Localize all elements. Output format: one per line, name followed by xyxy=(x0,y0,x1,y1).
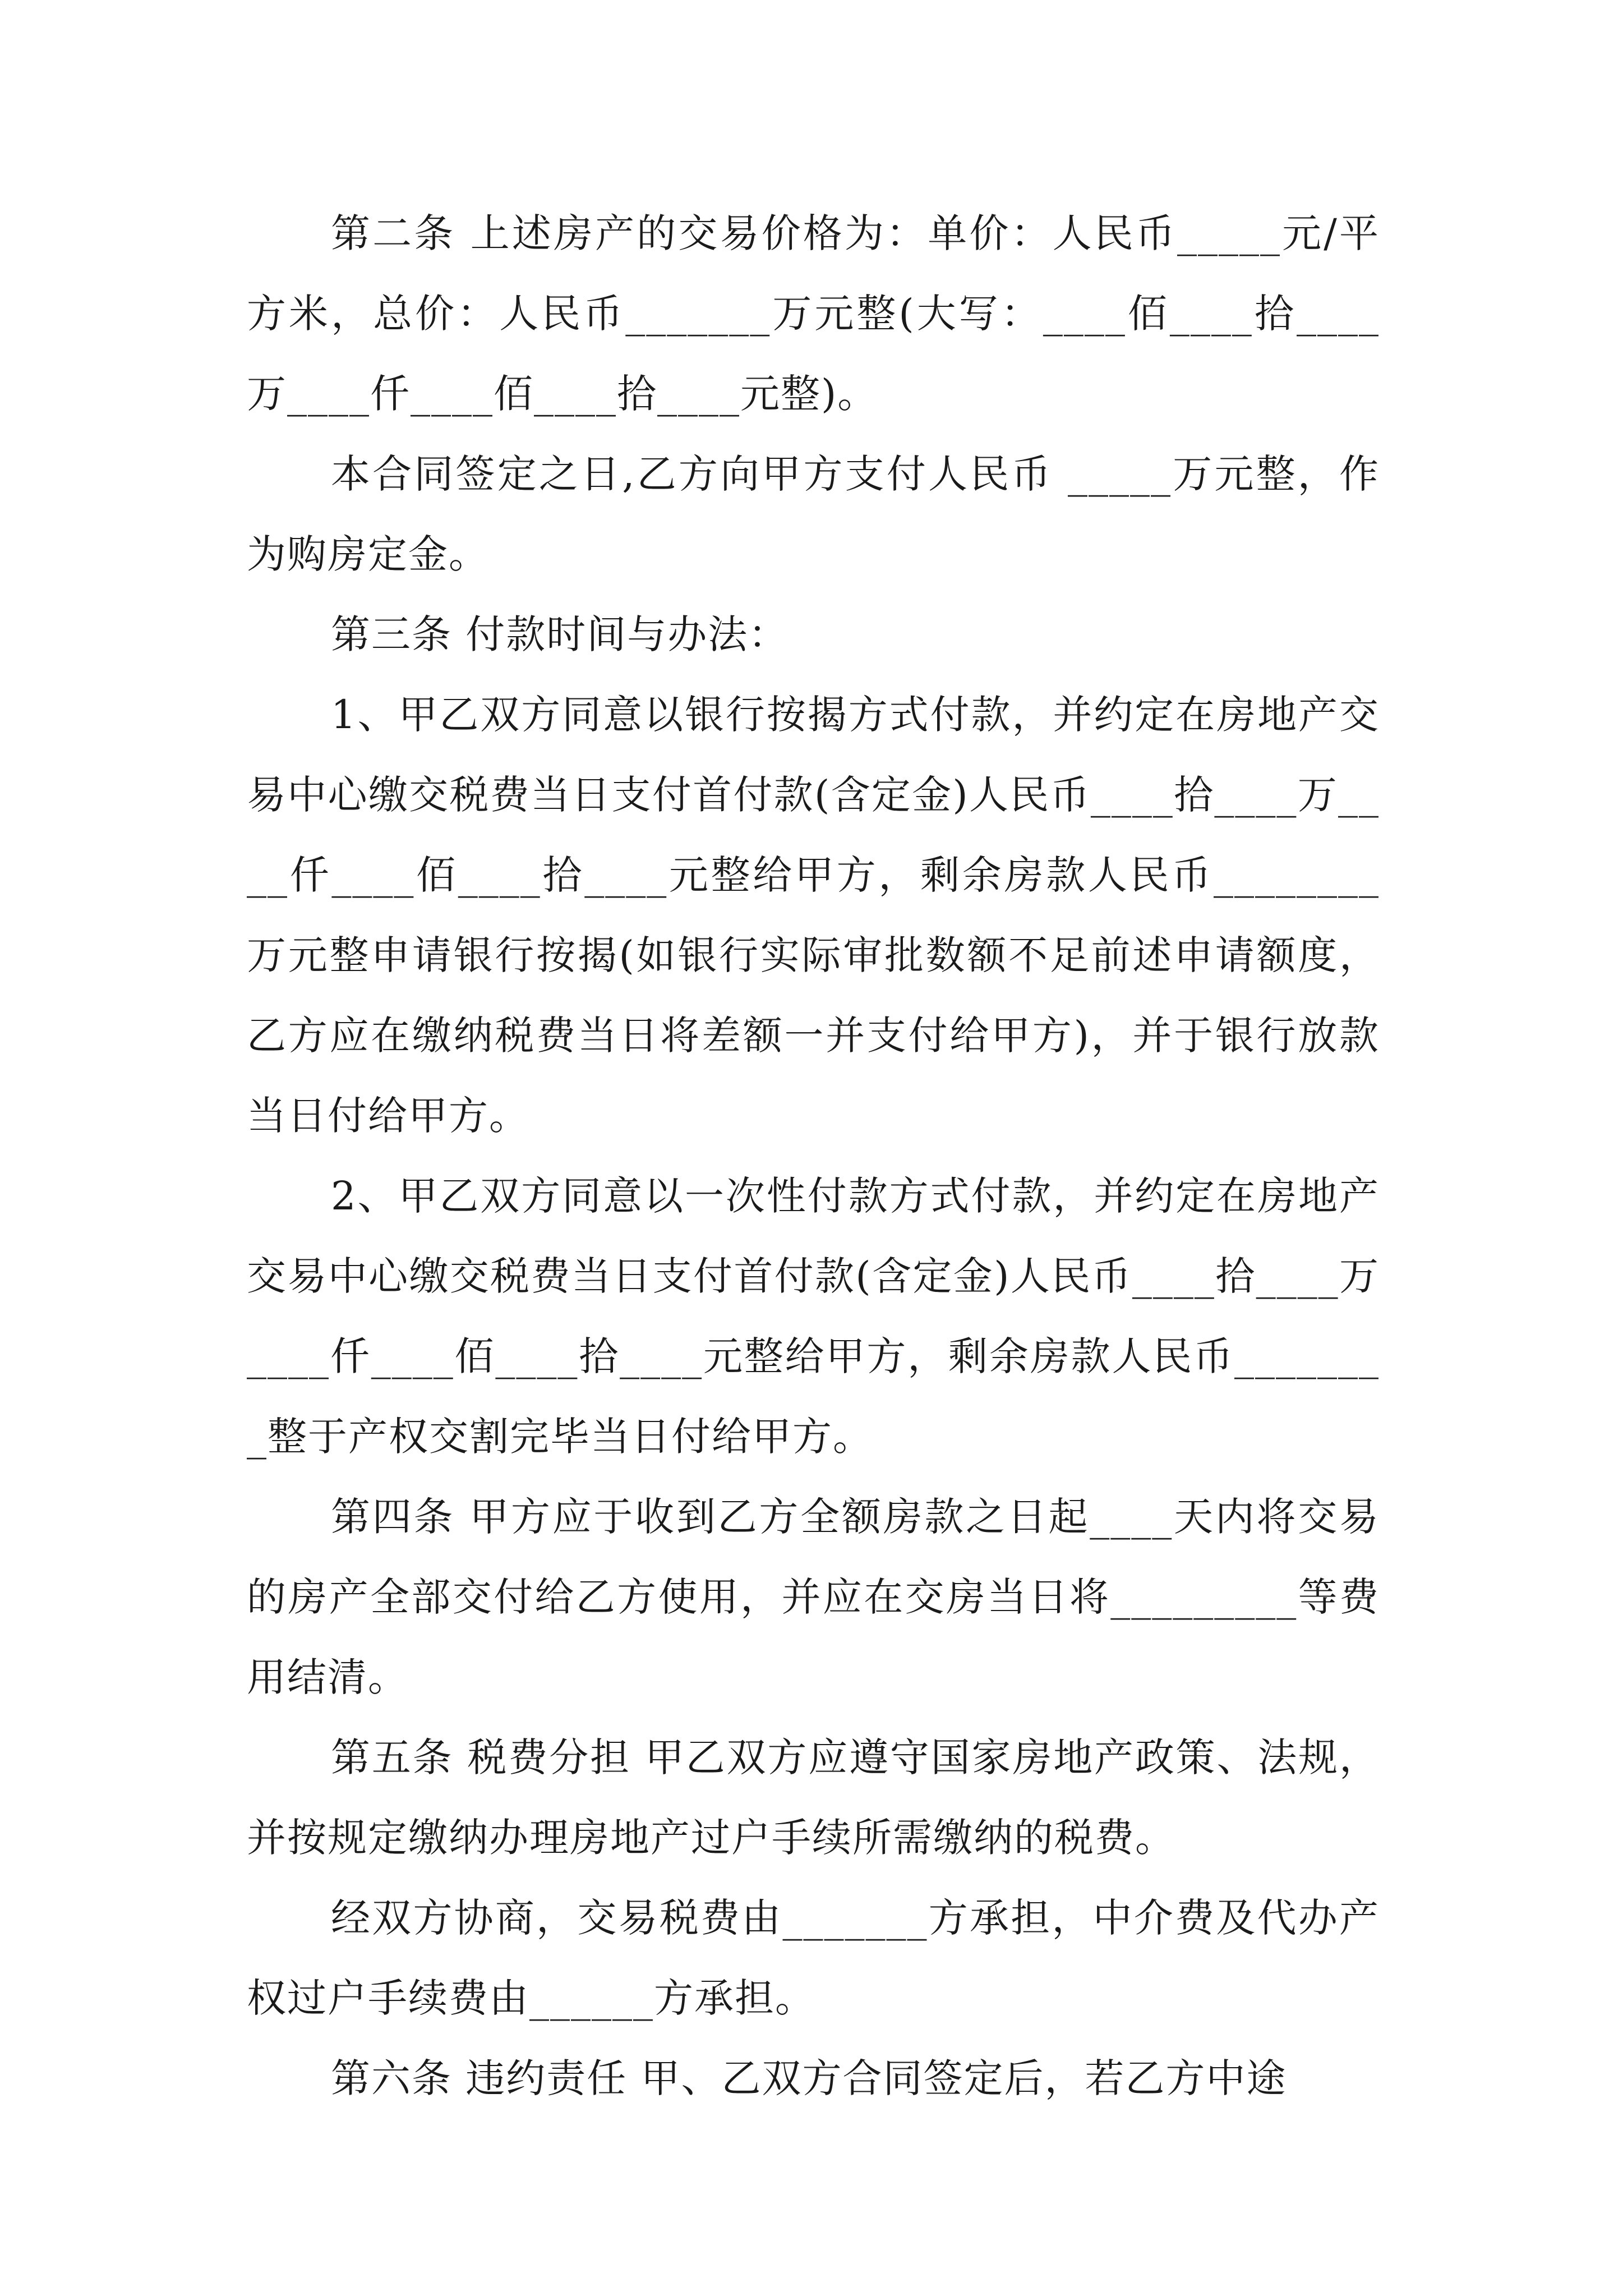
payment-method-1: 1、甲乙双方同意以银行按揭方式付款，并约定在房地产交易中心缴交税费当日支付首付款(含定金)人民币____拾____万____仟____佰____拾____元整给甲方，剩余房款人民币________万元整申请银行按揭(如银行实际审批数额不足前述申请额度，乙方应在缴纳税费当日将差额一并支付给甲方)，并于银行放款当日付给甲方。 xyxy=(247,692,1380,1139)
article-2-price: 第二条 上述房产的交易价格为：单价：人民币_____元/平方米，总价：人民币_______万元整(大写：____佰____拾____万____仟____佰____拾____元整)。 xyxy=(247,210,1380,417)
tax-agreement-paragraph: 经双方协商，交易税费由_______方承担，中介费及代办产权过户手续费由______方承担。 xyxy=(247,1895,1380,2021)
deposit-paragraph: 本合同签定之日,乙方向甲方支付人民币 _____万元整，作为购房定金。 xyxy=(247,451,1380,577)
article-3-heading: 第三条 付款时间与办法： xyxy=(331,611,789,657)
payment-method-2: 2、甲乙双方同意以一次性付款方式付款，并约定在房地产交易中心缴交税费当日支付首付款(含定金)人民币____拾____万____仟____佰____拾____元整给甲方，剩余房款人民币________整于产权交割完毕当日付给甲方。 xyxy=(247,1173,1380,1460)
article-5-taxes: 第五条 税费分担 甲乙双方应遵守国家房地产政策、法规，并按规定缴纳办理房地产过户手续所需缴纳的税费。 xyxy=(247,1734,1380,1861)
article-4-delivery: 第四条 甲方应于收到乙方全额房款之日起____天内将交易的房产全部交付给乙方使用，并应在交房当日将_________等费用结清。 xyxy=(247,1494,1380,1700)
document-body xyxy=(247,194,1380,2119)
article-6-liability: 第六条 违约责任 甲、乙双方合同签定后，若乙方中途 xyxy=(331,2055,1287,2101)
